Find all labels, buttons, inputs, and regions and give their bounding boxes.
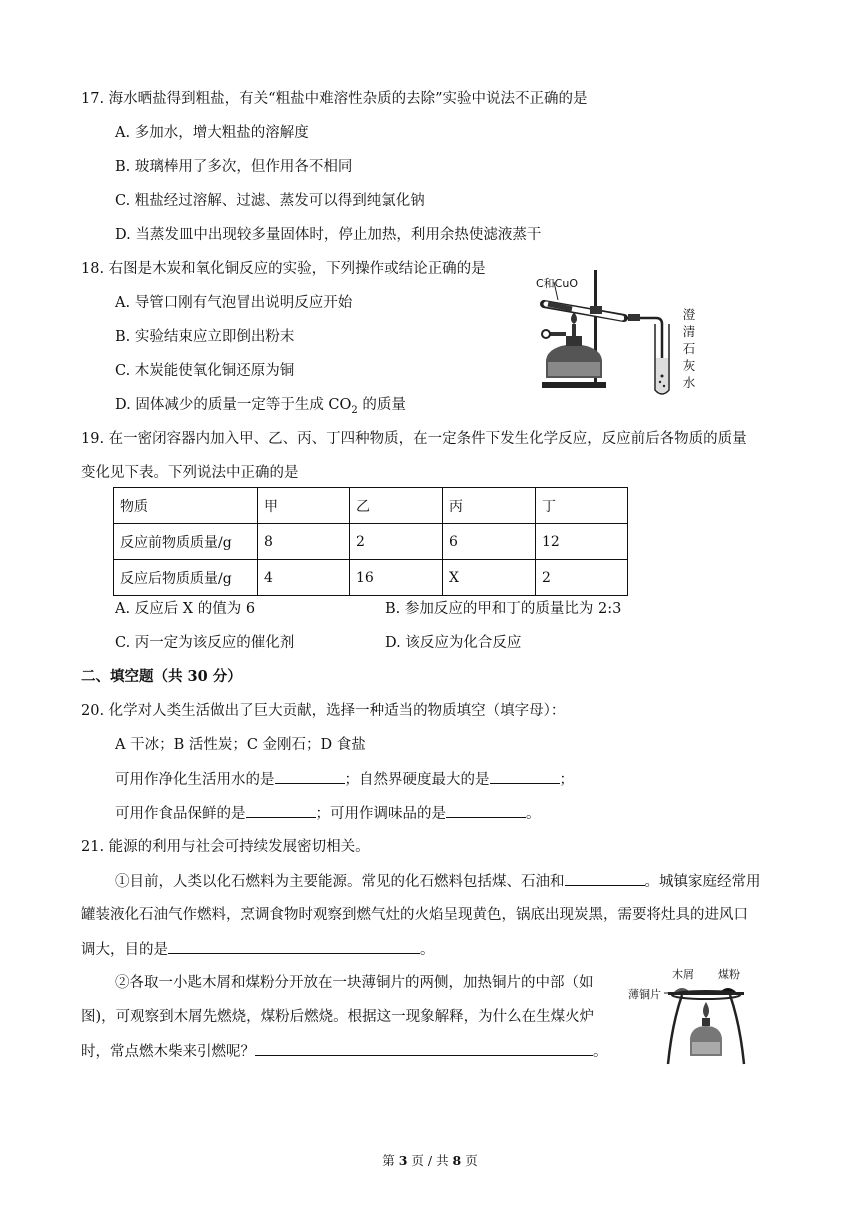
- q21-text: 。城镇家庭经常用: [644, 874, 761, 890]
- mass-change-table: [113, 487, 628, 596]
- answer-blank[interactable]: [275, 769, 345, 784]
- table-cell: 2: [350, 524, 443, 560]
- q18-option-d: [115, 395, 406, 421]
- q20-prompt: 可用作净化生活用水的是: [115, 772, 275, 788]
- q18-option-a: A. 导管口刚有气泡冒出说明反应开始: [115, 295, 353, 311]
- q21-p2-line3: [81, 1041, 608, 1062]
- answer-blank[interactable]: [446, 803, 526, 818]
- q20-line2: [115, 803, 541, 824]
- limewater-char: 石: [682, 341, 696, 356]
- page-footer: [0, 1151, 860, 1169]
- table-header-row: [114, 488, 628, 524]
- page-number: 3: [398, 1153, 408, 1168]
- footer-text: 页: [461, 1153, 478, 1168]
- table-header-cell: 甲: [258, 488, 350, 524]
- q19-option-a: A. 反应后 X 的值为 6: [115, 601, 256, 617]
- q17-option-d: D. 当蒸发皿中出现较多量固体时，停止加热，利用余热使滤液蒸干: [115, 227, 542, 243]
- q18-option-d-subscript: 2: [351, 404, 358, 416]
- q19-option-c: C. 丙一定为该反应的催化剂: [115, 635, 295, 651]
- q19-stem-line2: 变化见下表。下列说法中正确的是: [81, 465, 299, 481]
- q20-choices: A 干冰；B 活性炭；C 金刚石；D 食盐: [115, 737, 366, 753]
- q21-text: ①目前，人类以化石燃料为主要能源。常见的化石燃料包括煤、石油和: [115, 874, 565, 890]
- table-header-cell: 物质: [114, 488, 258, 524]
- limewater-char: 清: [682, 324, 696, 339]
- q21-p2-line1: ②各取一小匙木屑和煤粉分开放在一块薄铜片的两侧，加热铜片的中部（如: [115, 975, 594, 991]
- limewater-label: [682, 306, 696, 391]
- table-row: [114, 560, 628, 596]
- q20-line1: [115, 769, 574, 790]
- answer-blank[interactable]: [565, 871, 645, 886]
- table-cell: 反应前物质质量/g: [114, 524, 258, 560]
- q21-p1-line1: [115, 871, 761, 892]
- table-cell: 12: [536, 524, 628, 560]
- carbon-reduction-apparatus-figure: [528, 266, 703, 398]
- q17-stem: 17. 海水晒盐得到粗盐，有关“粗盐中难溶性杂质的去除”实验中说法不正确的是: [81, 91, 588, 107]
- copper-sheet-experiment-figure: [628, 964, 753, 1072]
- table-header-cell: 乙: [350, 488, 443, 524]
- q18-option-b: B. 实验结束应立即倒出粉末: [115, 329, 295, 345]
- q20-punct: 。: [526, 806, 541, 822]
- table-header-cell: 丁: [536, 488, 628, 524]
- answer-blank[interactable]: [168, 939, 420, 954]
- q19-stem-line1: 19. 在一密闭容器内加入甲、乙、丙、丁四种物质，在一定条件下发生化学反应，反应前后各物质的质量: [81, 431, 747, 447]
- table-cell: 6: [443, 524, 536, 560]
- q21-text: 。: [420, 942, 435, 958]
- q20-prompt: ；自然界硬度最大的是: [344, 772, 490, 788]
- q21-stem: 21. 能源的利用与社会可持续发展密切相关。: [81, 839, 370, 855]
- q17-option-c: C. 粗盐经过溶解、过滤、蒸发可以得到纯氯化钠: [115, 193, 425, 209]
- limewater-char: 澄: [682, 307, 696, 322]
- q21-p2-line2: 图)，可观察到木屑先燃烧，煤粉后燃烧。根据这一现象解释，为什么在生煤火炉: [81, 1009, 595, 1025]
- q17-option-a: A. 多加水，增大粗盐的溶解度: [115, 125, 309, 141]
- q20-punct: ；: [559, 772, 574, 788]
- q18-option-d-text: D. 固体减少的质量一定等于生成 CO: [115, 397, 352, 413]
- carbon-cuo-label: C和CuO: [536, 277, 578, 290]
- q21-p1-line2: 罐装液化石油气作燃料，烹调食物时观察到燃气灶的火焰呈现黄色，锅底出现炭黑，需要将灶具的进风口: [81, 907, 748, 923]
- table-cell: X: [443, 560, 536, 596]
- limewater-char: 水: [682, 375, 696, 390]
- page-total: 8: [452, 1153, 462, 1168]
- section-title: 二、填空题（共 30 分）: [81, 668, 242, 685]
- q17-option-b: B. 玻璃棒用了多次，但作用各不相同: [115, 159, 353, 175]
- table-cell: 2: [536, 560, 628, 596]
- q21-p1-line3: [81, 939, 435, 960]
- coal-powder-label: 煤粉: [718, 968, 740, 981]
- footer-text: 第: [382, 1153, 399, 1168]
- q19-option-d: D. 该反应为化合反应: [385, 635, 522, 651]
- table-cell: 4: [258, 560, 350, 596]
- q20-prompt: ；可用作调味品的是: [315, 806, 446, 822]
- table-header-cell: 丙: [443, 488, 536, 524]
- footer-text: 页 / 共: [407, 1153, 453, 1168]
- wood-shavings-label: 木屑: [672, 968, 694, 981]
- q18-option-d-tail: 的质量: [357, 397, 406, 413]
- q20-prompt: 可用作食品保鲜的是: [115, 806, 246, 822]
- table-cell: 16: [350, 560, 443, 596]
- table-cell: 反应后物质质量/g: [114, 560, 258, 596]
- q18-option-c: C. 木炭能使氧化铜还原为铜: [115, 363, 295, 379]
- q21-text: 调大，目的是: [81, 942, 168, 958]
- q21-text: 。: [593, 1044, 608, 1060]
- answer-blank[interactable]: [246, 803, 316, 818]
- q18-stem: 18. 右图是木炭和氧化铜反应的实验，下列操作或结论正确的是: [81, 261, 486, 277]
- limewater-char: 灰: [682, 358, 696, 373]
- answer-blank[interactable]: [490, 769, 560, 784]
- copper-sheet-label: 薄铜片: [628, 988, 661, 1001]
- q21-text: 时，常点燃木柴来引燃呢？: [81, 1044, 255, 1060]
- q19-option-b: B. 参加反应的甲和丁的质量比为 2:3: [385, 601, 622, 617]
- table-row: [114, 524, 628, 560]
- q20-stem: 20. 化学对人类生活做出了巨大贡献，选择一种适当的物质填空（填字母）：: [81, 703, 566, 719]
- answer-blank[interactable]: [255, 1041, 593, 1056]
- table-cell: 8: [258, 524, 350, 560]
